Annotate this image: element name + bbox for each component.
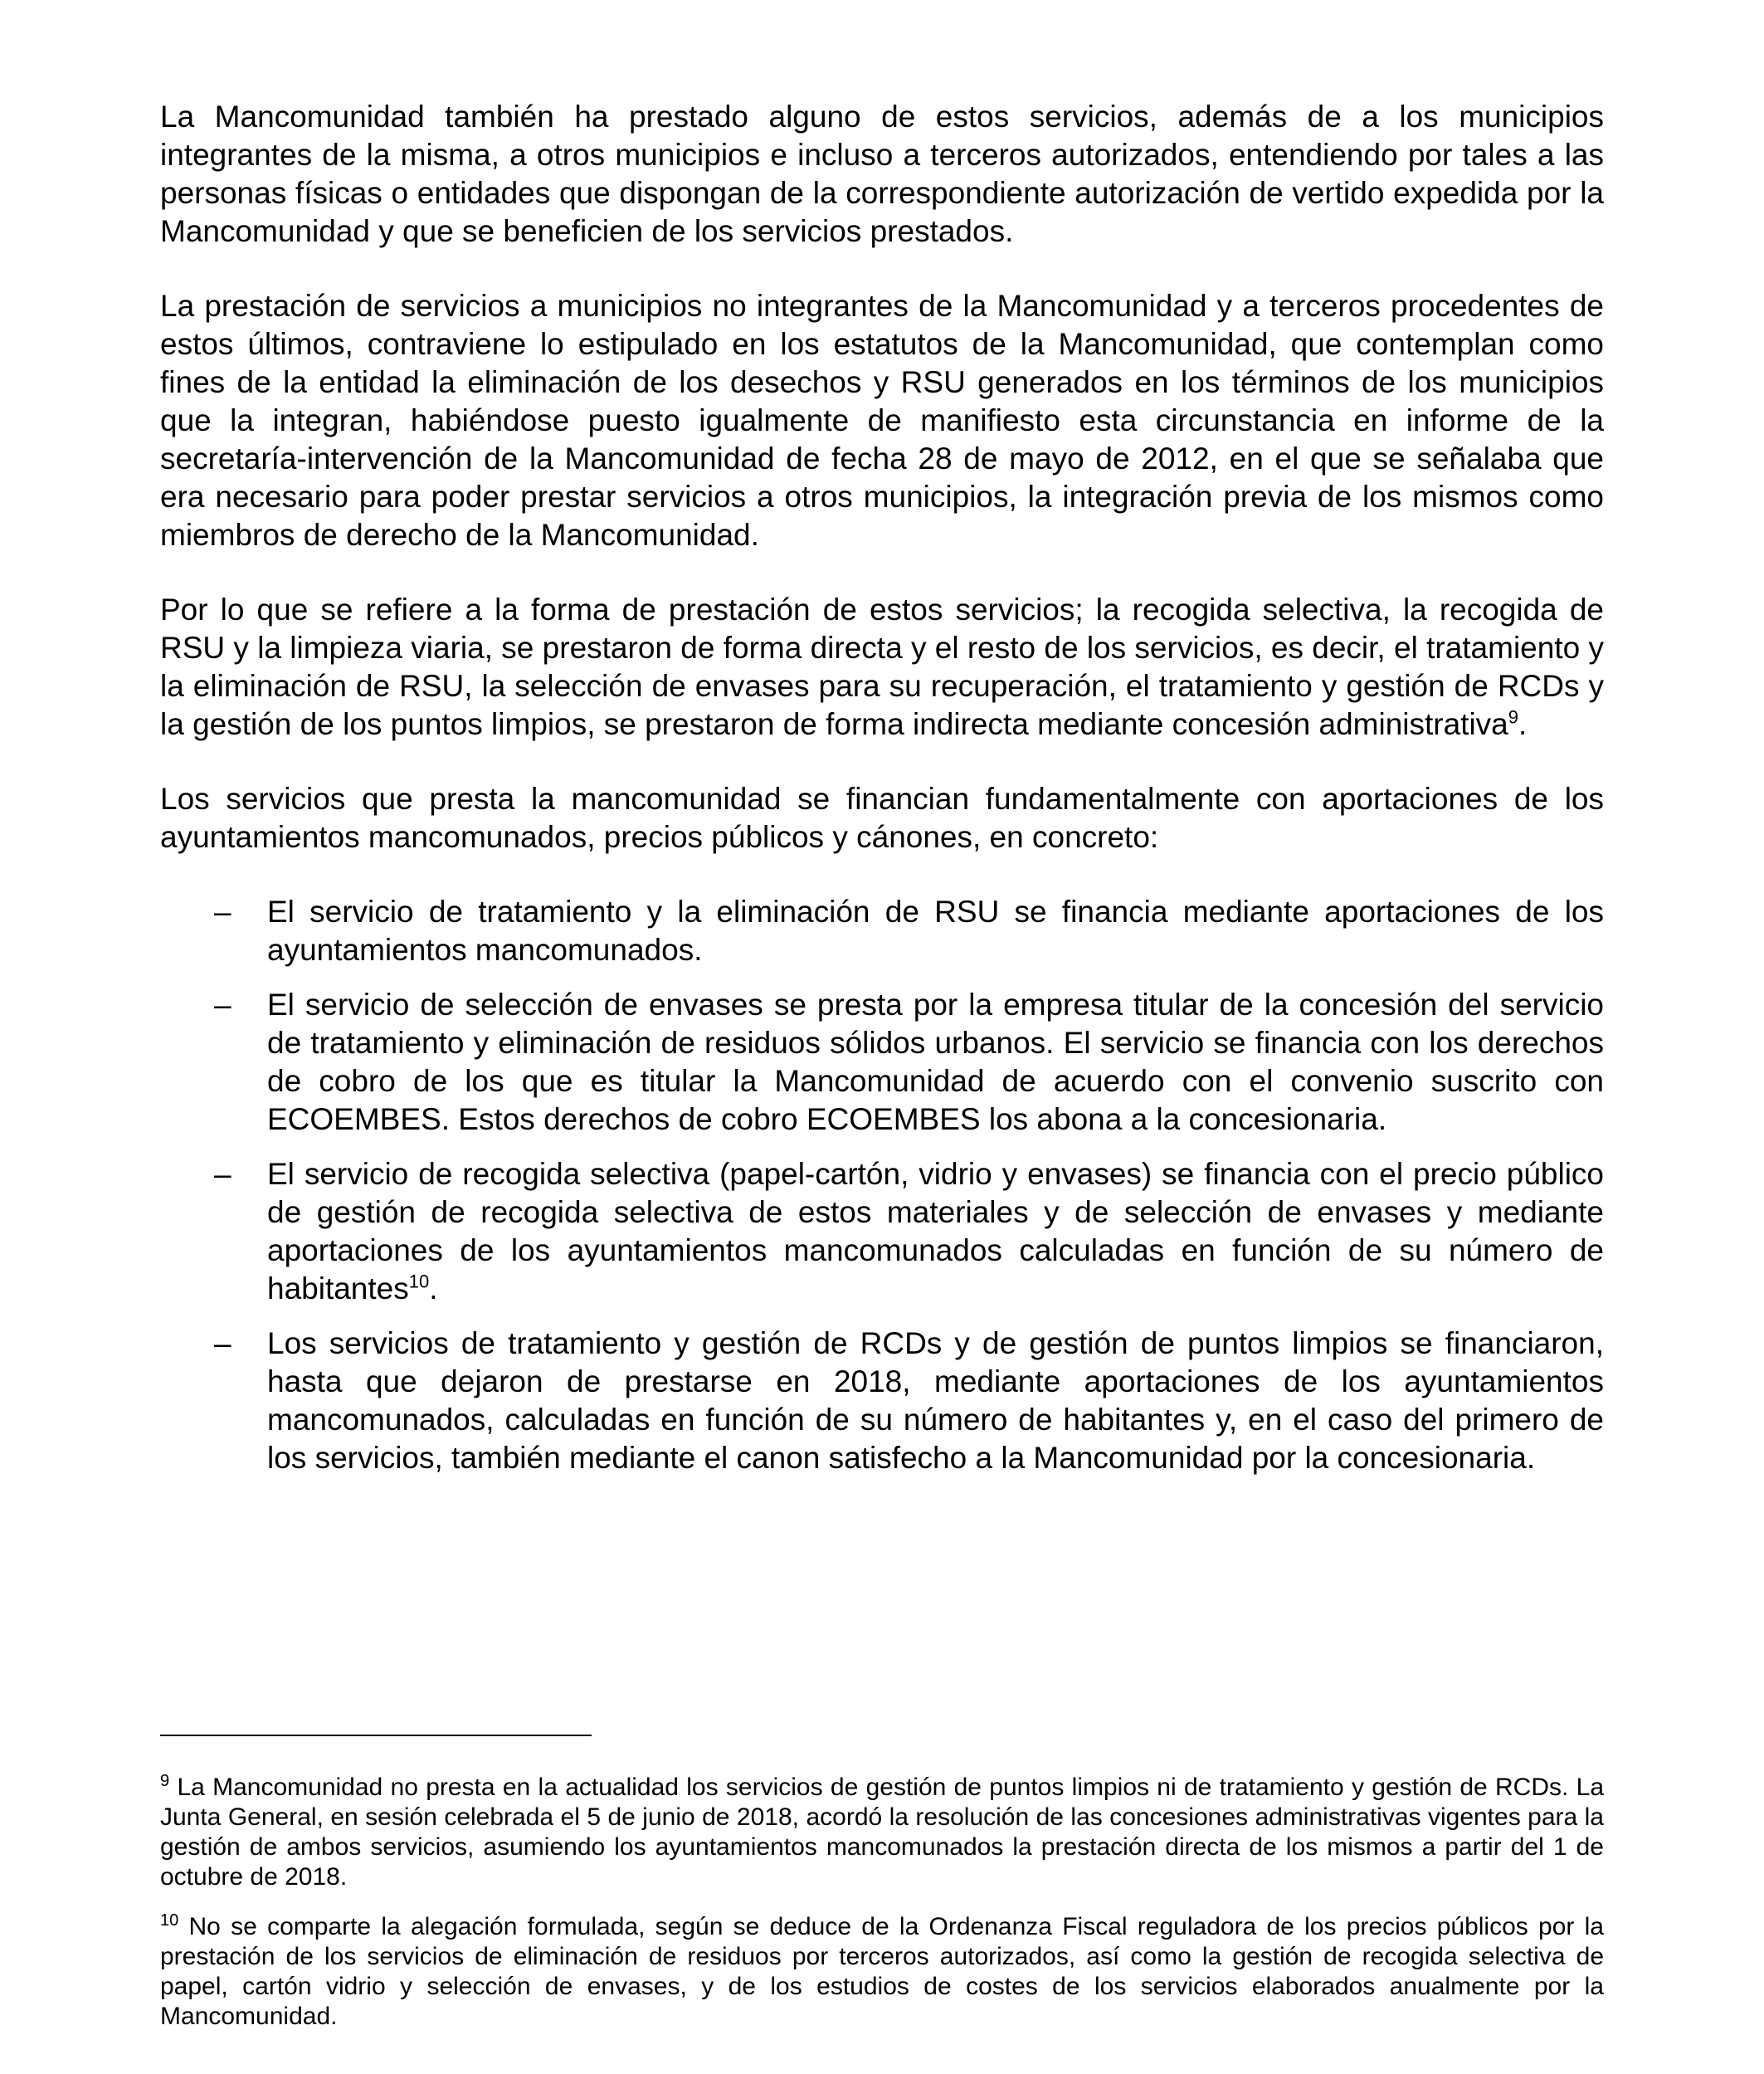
list-bullet: – [214,1326,231,1360]
paragraph-1: La Mancomunidad también ha prestado alguno de estos servicios, además de a los municipios integrantes de la misma, a otros municipios e incluso a terceros autorizados, entendiendo por tales a las personas físicas o entidades que dispongan de la correspondiente autorización de vertido expedida por la Mancomunidad y que se beneficien de los servicios prestados. [160,100,1604,248]
list-item [160,1155,1604,1308]
footnote-number: 9 [160,1772,170,1790]
footnote-9 [160,1773,1604,1892]
list-item-text: El servicio de tratamiento y la eliminación de RSU se financia mediante aportaciones de los ayuntamientos mancomunados. [267,895,1604,967]
footnote-separator [160,1735,592,1736]
footnote-ref-10: 10 [408,1271,430,1292]
footnote-number: 10 [160,1911,179,1930]
list-item-text: El servicio de selección de envases se presta por la empresa titular de la concesión del servicio de tratamiento y eliminación de residuos sólidos urbanos. El servicio se financia con los derechos de cobro de los que es titular la Mancomunidad de acuerdo con el convenio suscrito con ECOEMBES. Estos derechos de cobro ECOEMBES los abona a la concesionaria. [267,988,1604,1136]
list-bullet: – [214,895,231,929]
list-item [160,986,1604,1139]
list-bullet: – [214,988,231,1022]
paragraph-3-tail: . [1518,707,1528,741]
list-item [160,893,1604,969]
footnote-text: La Mancomunidad no presta en la actualidad los servicios de gestión de puntos limpios ni de tratamiento y gestión de RCDs. La Junta General, en sesión celebrada el 5 de junio de 2018, acordó la resolución de las concesiones administrativas vigentes para la gestión de ambos servicios, asumiendo los ayuntamientos mancomunados la prestación directa de los mismos a partir del 1 de octubre de 2018. [160,1774,1604,1891]
list-item-text: Los servicios de tratamiento y gestión de RCDs y de gestión de puntos limpios se financiaron, hasta que dejaron de prestarse en 2018, mediante aportaciones de los ayuntamientos mancomunados, calculadas en función de su número de habitantes y, en el caso del primero de los servicios, también mediante el canon satisfecho a la Mancomunidad por la concesionaria. [267,1326,1604,1475]
paragraph-3 [160,591,1604,744]
list-bullet: – [214,1157,231,1191]
paragraph-2: La prestación de servicios a municipios no integrantes de la Mancomunidad y a terceros procedentes de estos últimos, contraviene lo estipulado en los estatutos de la Mancomunidad, que contemplan como fines de la entidad la eliminación de los desechos y RSU generados en los términos de los municipios que la integran, habiéndose puesto igualmente de manifiesto esta circunstancia en informe de la secretaría-intervención de la Mancomunidad de fecha 28 de mayo de 2012, en el que se señalaba que era necesario para poder prestar servicios a otros municipios, la integración previa de los mismos como miembros de derecho de la Mancomunidad. [160,289,1604,552]
footnote-ref-9: 9 [1508,706,1518,728]
paragraph-4: Los servicios que presta la mancomunidad se financian fundamentalmente con aportaciones de los ayuntamientos mancomunados, precios públicos y cánones, en concreto: [160,782,1604,854]
footnote-10 [160,1912,1604,2032]
list-item-text: El servicio de recogida selectiva (papel-cartón, vidrio y envases) se financia con el precio público de gestión de recogida selectiva de estos materiales y de selección de envases y mediante aportaciones de los ayuntamientos mancomunados calculadas en función de su número de habitantes [267,1157,1604,1305]
financing-list [160,893,1604,1477]
list-item [160,1325,1604,1477]
document-body [160,98,1604,1494]
paragraph-3-text: Por lo que se refiere a la forma de prestación de estos servicios; la recogida selectiva, la recogida de RSU y la limpieza viaria, se prestaron de forma directa y el resto de los servicios, es decir, el tratamiento y la eliminación de RSU, la selección de envases para su recuperación, el tratamiento y gestión de RCDs y la gestión de los puntos limpios, se prestaron de forma indirecta mediante concesión administrativa [160,593,1604,741]
footnotes [160,1735,1604,2052]
list-item-tail: . [429,1271,438,1305]
footnote-text: No se comparte la alegación formulada, según se deduce de la Ordenanza Fiscal reguladora de los precios públicos por la prestación de los servicios de eliminación de residuos por terceros autorizados, así como la gestión de recogida selectiva de papel, cartón vidrio y selección de envases, y de los estudios de costes de los servicios elaborados anualmente por la Mancomunidad. [160,1913,1604,2030]
